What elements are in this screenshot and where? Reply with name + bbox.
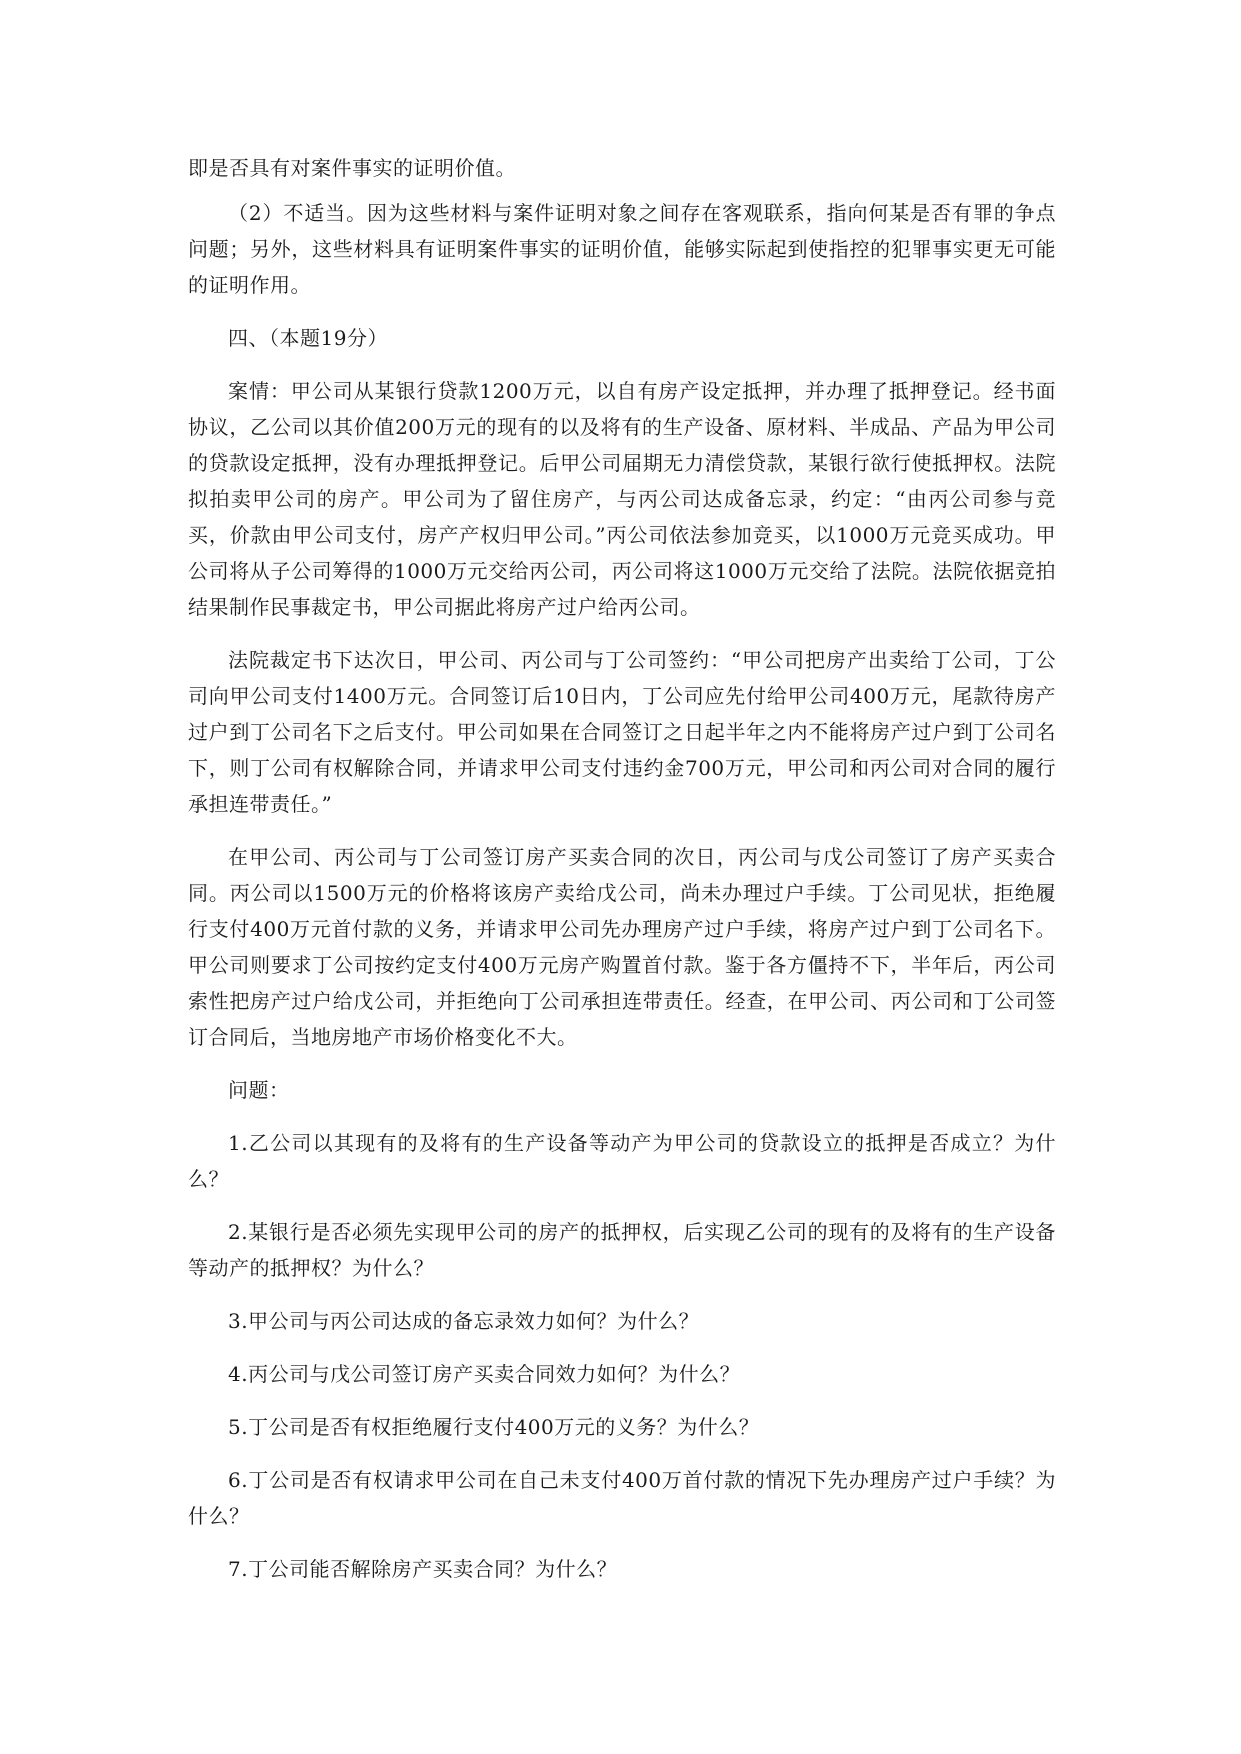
question-5: 5.丁公司是否有权拒绝履行支付400万元的义务？为什么？ — [228, 1415, 760, 1439]
questions-heading: 问题： — [228, 1078, 290, 1102]
question-1: 1.乙公司以其现有的及将有的生产设备等动产为甲公司的贷款设立的抵押是否成立？为什么？ — [188, 1131, 1056, 1191]
case-facts-paragraph-2: 法院裁定书下达次日，甲公司、丙公司与丁公司签约：“甲公司把房产出卖给丁公司，丁公司向甲公司支付1400万元。合同签订后10日内，丁公司应先付给甲公司400万元，尾款待房产过户到丁公司名下之后支付。甲公司如果在合同签订之日起半年之内不能将房产过户到丁公司名下，则丁公司有权解除合同，并请求甲公司支付违约金700万元，甲公司和丙公司对合同的履行承担连带责任。” — [188, 648, 1056, 816]
question-6: 6.丁公司是否有权请求甲公司在自己未支付400万首付款的情况下先办理房产过户手续？为什么？ — [188, 1468, 1056, 1528]
question-2: 2.某银行是否必须先实现甲公司的房产的抵押权，后实现乙公司的现有的及将有的生产设备等动产的抵押权？为什么？ — [188, 1220, 1056, 1280]
answer-paragraph-2: （2）不适当。因为这些材料与案件证明对象之间存在客观联系，指向何某是否有罪的争点问题；另外，这些材料具有证明案件事实的证明价值，能够实际起到使指控的犯罪事实更无可能的证明作用。 — [188, 201, 1056, 297]
section-heading-4: 四、（本题19分） — [228, 326, 388, 350]
paragraph-continuation: 即是否具有对案件事实的证明价值。 — [188, 156, 516, 180]
question-4: 4.丙公司与戊公司签订房产买卖合同效力如何？为什么？ — [228, 1362, 741, 1386]
case-facts-paragraph-3: 在甲公司、丙公司与丁公司签订房产买卖合同的次日，丙公司与戊公司签订了房产买卖合同。丙公司以1500万元的价格将该房产卖给戊公司，尚未办理过户手续。丁公司见状，拒绝履行支付400万元首付款的义务，并请求甲公司先办理房产过户手续，将房产过户到丁公司名下。甲公司则要求丁公司按约定支付400万元房产购置首付款。鉴于各方僵持不下，半年后，丙公司索性把房产过户给戊公司，并拒绝向丁公司承担连带责任。经查，在甲公司、丙公司和丁公司签订合同后，当地房地产市场价格变化不大。 — [188, 845, 1056, 1049]
question-3: 3.甲公司与丙公司达成的备忘录效力如何？为什么？ — [228, 1309, 700, 1333]
question-7: 7.丁公司能否解除房产买卖合同？为什么？ — [228, 1557, 618, 1581]
case-facts-paragraph-1: 案情：甲公司从某银行贷款1200万元，以自有房产设定抵押，并办理了抵押登记。经书面协议，乙公司以其价值200万元的现有的以及将有的生产设备、原材料、半成品、产品为甲公司的贷款设定抵押，没有办理抵押登记。后甲公司届期无力清偿贷款，某银行欲行使抵押权。法院拟拍卖甲公司的房产。甲公司为了留住房产，与丙公司达成备忘录，约定：“由丙公司参与竞买，价款由甲公司支付，房产产权归甲公司。”丙公司依法参加竞买，以1000万元竞买成功。甲公司将从子公司筹得的1000万元交给丙公司，丙公司将这1000万元交给了法院。法院依据竞拍结果制作民事裁定书，甲公司据此将房产过户给丙公司。 — [188, 379, 1056, 619]
document-page — [188, 150, 1056, 1587]
